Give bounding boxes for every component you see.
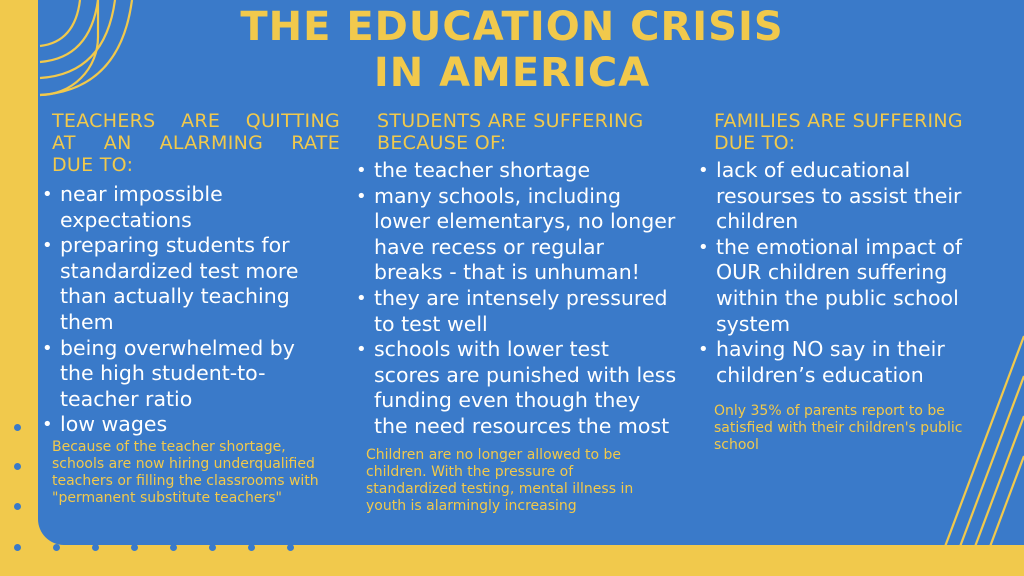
teachers-heading-line-1: TEACHERS ARE QUITTING: [52, 110, 340, 132]
dot: [14, 503, 21, 510]
dot: [287, 544, 294, 551]
families-heading-line-1: FAMILIES ARE SUFFERING: [714, 110, 963, 132]
students-heading-line-1: STUDENTS ARE SUFFERING: [377, 110, 644, 132]
list-item: • schools with lower test scores are punished with less funding even though they the need resources the most: [352, 337, 677, 439]
list-item: • low wages: [38, 412, 313, 438]
list-item: • the teacher shortage: [352, 158, 677, 184]
list-item: • near impossible expectations: [38, 182, 313, 233]
dot: [53, 544, 60, 551]
list-item: • they are intensely pressured to test well: [352, 286, 677, 337]
students-column: [352, 110, 682, 440]
list-item: • lack of educational resourses to assist their children: [694, 158, 969, 235]
title-line-1: THE EDUCATION CRISIS: [240, 4, 784, 50]
list-item: • many schools, including lower elementarys, no longer have recess or regular breaks - that is unhuman!: [352, 184, 677, 286]
dot: [170, 544, 177, 551]
students-heading-line-2: BECAUSE OF:: [377, 132, 507, 154]
families-column: [694, 110, 994, 388]
teachers-heading-line-3: DUE TO:: [52, 154, 134, 176]
list-item: • the emotional impact of OUR children suffering within the public school system: [694, 235, 969, 337]
dot: [209, 544, 216, 551]
list-item: • being overwhelmed by the high student-to-teacher ratio: [38, 336, 313, 413]
dot: [131, 544, 138, 551]
page-title: [0, 4, 1024, 96]
families-list: [694, 158, 969, 388]
families-heading: [694, 110, 994, 154]
dot: [248, 544, 255, 551]
teachers-list: [38, 182, 313, 438]
list-item: • preparing students for standardized test more than actually teaching them: [38, 233, 313, 335]
teachers-column: [52, 110, 340, 438]
list-item: • having NO say in their children’s education: [694, 337, 969, 388]
students-heading: [352, 110, 682, 154]
students-list: [352, 158, 677, 440]
dot: [14, 544, 21, 551]
families-note: Only 35% of parents report to be satisfied with their children's public school: [714, 403, 963, 453]
teachers-heading-line-2: AT AN ALARMING RATE: [52, 132, 340, 154]
families-heading-line-2: DUE TO:: [714, 132, 796, 154]
title-line-2: IN AMERICA: [373, 50, 651, 96]
dot: [92, 544, 99, 551]
teachers-heading: [52, 110, 340, 176]
dot: [14, 463, 21, 470]
teachers-note: Because of the teacher shortage, schools are now hiring underqualified teachers or filling the classrooms with "permanent substitute teachers": [52, 439, 319, 506]
dot: [14, 424, 21, 431]
students-note: Children are no longer allowed to be children. With the pressure of standardized testing, mental illness in youth is alarmingly increasing: [366, 447, 634, 514]
